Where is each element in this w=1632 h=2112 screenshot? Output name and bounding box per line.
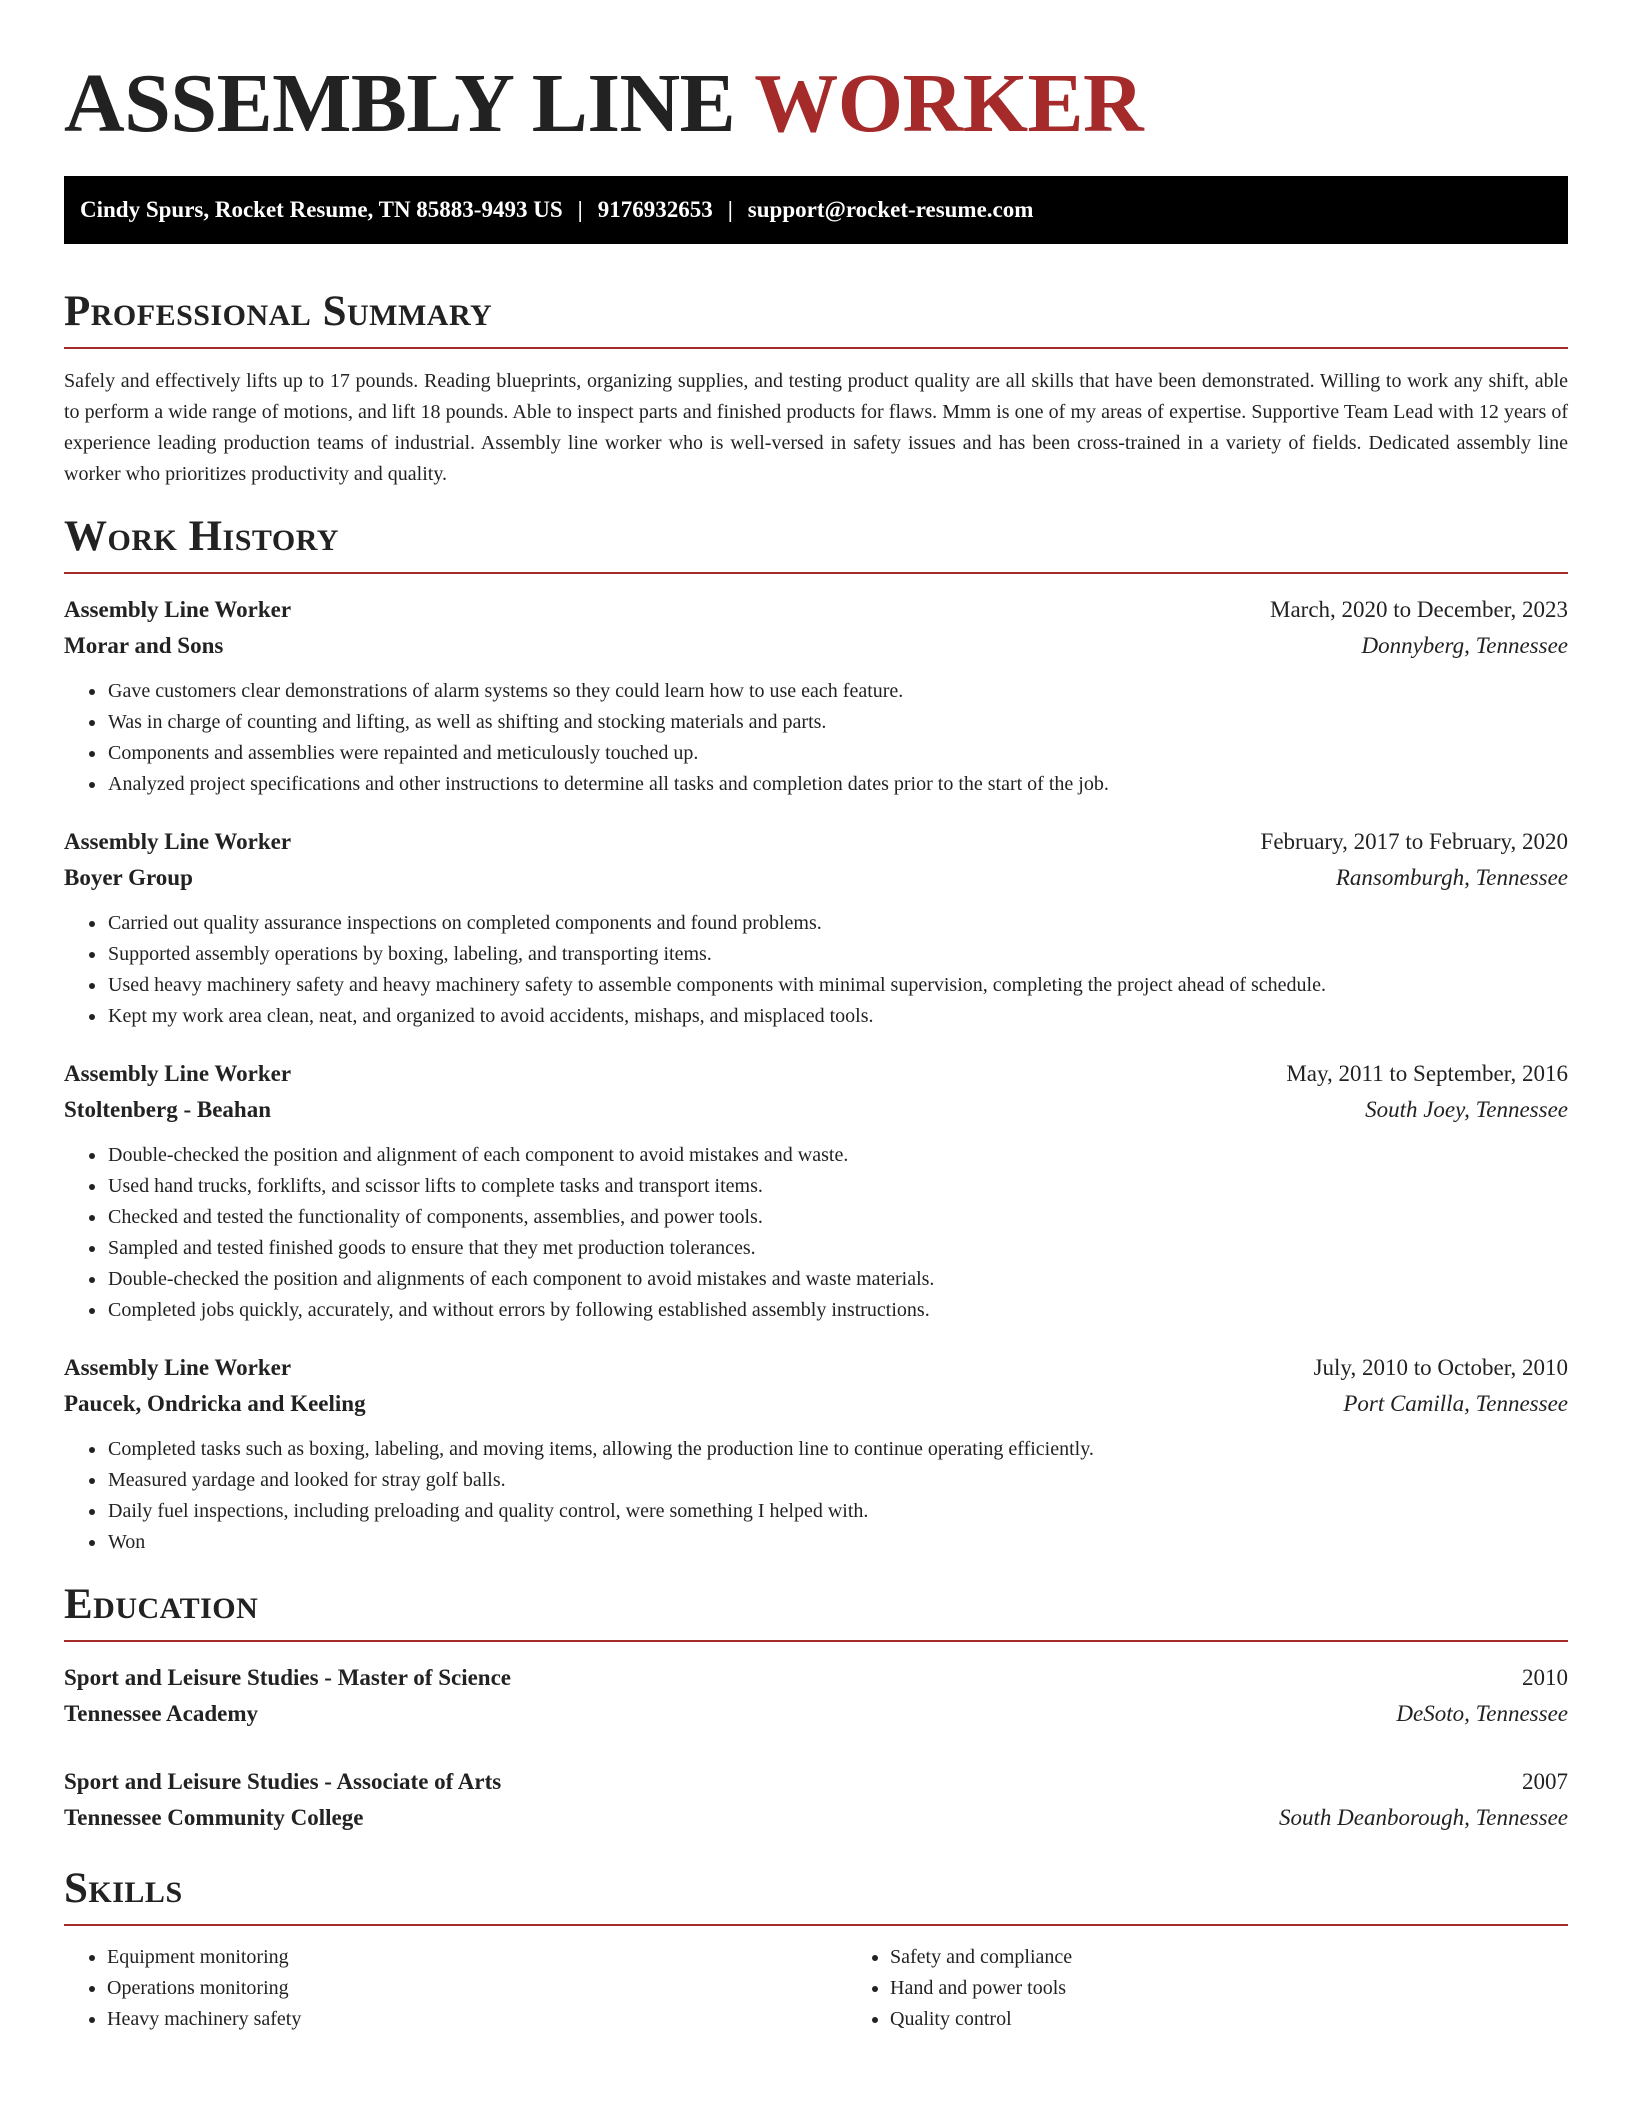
- job-row: [64, 592, 1568, 628]
- education-location: DeSoto, Tennessee: [1396, 1701, 1568, 1726]
- job-bullet: • Was in charge of counting and lifting, as well as shifting and stocking materials and parts.: [107, 707, 1568, 738]
- job-bullets: [64, 1140, 1568, 1326]
- job-bullet: • Measured yardage and looked for stray golf balls.: [107, 1465, 1568, 1496]
- job-bullet: • Analyzed project specifications and other instructions to determine all tasks and completion dates prior to the start of the job.: [107, 769, 1568, 800]
- contact-separator: |: [727, 197, 733, 222]
- job-location: Donnyberg, Tennessee: [1361, 633, 1568, 658]
- section-divider: [64, 1640, 1568, 1642]
- resume-page: [64, 0, 1568, 2035]
- job-bullet: • Components and assemblies were repainted and meticulously touched up.: [107, 738, 1568, 769]
- summary-text: Safely and effectively lifts up to 17 pounds. Reading blueprints, organizing supplies, and testing product quality are all skills that have been demonstrated. Willing to work any shift, able to perform a wide range of motions, and lift 18 pounds. Able to inspect parts and finished products for flaws. Mmm is one of my areas of expertise. Supportive Team Lead with 12 years of experience leading production teams of industrial. Assembly line worker who is well-versed in safety issues and has been cross-trained in a variety of fields. Dedicated assembly line worker who prioritizes productivity and quality.: [64, 370, 1568, 485]
- contact-email[interactable]: support@rocket-resume.com: [747, 197, 1034, 222]
- skills-columns: [64, 1942, 1568, 2035]
- job-bullet: • Used heavy machinery safety and heavy machinery safety to assemble components with minimal supervision, completing the project ahead of schedule.: [107, 970, 1568, 1001]
- education-location: South Deanborough, Tennessee: [1279, 1805, 1568, 1830]
- skills-list-left: [64, 1942, 847, 2035]
- job-entry: [64, 592, 1568, 800]
- education-school: Tennessee Academy: [64, 1701, 259, 1726]
- job-dates: May, 2011 to September, 2016: [1286, 1061, 1568, 1086]
- job-company: Boyer Group: [64, 865, 193, 890]
- job-entry: [64, 1056, 1568, 1326]
- education-degree: Sport and Leisure Studies - Master of Science: [64, 1665, 511, 1690]
- job-title: Assembly Line Worker: [64, 1061, 292, 1086]
- job-bullet: • Won: [107, 1527, 1568, 1558]
- job-title: Assembly Line Worker: [64, 597, 292, 622]
- job-bullet: • Daily fuel inspections, including preloading and quality control, were something I helped with.: [107, 1496, 1568, 1527]
- education-school: Tennessee Community College: [64, 1805, 364, 1830]
- resume-title: [64, 0, 1568, 150]
- job-bullet: • Completed tasks such as boxing, labeling, and moving items, allowing the production line to continue operating efficiently.: [107, 1434, 1568, 1465]
- work-history-heading: Work History: [64, 513, 339, 560]
- title-accent: WORKER: [754, 57, 1144, 150]
- work-history-section: [64, 512, 1568, 1558]
- job-bullets: [64, 908, 1568, 1032]
- job-bullet: • Double-checked the position and alignment of each component to avoid mistakes and waste.: [107, 1140, 1568, 1171]
- job-dates: March, 2020 to December, 2023: [1270, 597, 1568, 622]
- education-heading: Education: [64, 1581, 259, 1628]
- education-row: [64, 1660, 1568, 1696]
- education-row: [64, 1800, 1568, 1836]
- section-divider: [64, 1924, 1568, 1926]
- education-entry: [64, 1660, 1568, 1732]
- job-row: [64, 1350, 1568, 1386]
- skills-list-right: [847, 1942, 1568, 2035]
- section-divider: [64, 347, 1568, 349]
- education-row: [64, 1764, 1568, 1800]
- education-section: [64, 1580, 1568, 1836]
- education-row: [64, 1696, 1568, 1732]
- job-title: Assembly Line Worker: [64, 1355, 292, 1380]
- job-bullets: [64, 1434, 1568, 1558]
- job-bullet: • Kept my work area clean, neat, and organized to avoid accidents, mishaps, and misplaced tools.: [107, 1001, 1568, 1032]
- contact-phone[interactable]: 9176932653: [597, 197, 713, 222]
- job-bullet: • Carried out quality assurance inspections on completed components and found problems.: [107, 908, 1568, 939]
- job-location: Port Camilla, Tennessee: [1343, 1391, 1568, 1416]
- contact-address: Cindy Spurs, Rocket Resume, TN 85883-9493 US: [80, 197, 563, 222]
- job-dates: February, 2017 to February, 2020: [1260, 829, 1568, 854]
- job-location: South Joey, Tennessee: [1365, 1097, 1568, 1122]
- job-entry: [64, 1350, 1568, 1558]
- job-row: [64, 1386, 1568, 1422]
- job-row: [64, 628, 1568, 664]
- summary-heading: Professional Summary: [64, 288, 493, 335]
- job-row: [64, 824, 1568, 860]
- job-row: [64, 1092, 1568, 1128]
- job-row: [64, 860, 1568, 896]
- contact-separator: |: [577, 197, 583, 222]
- title-main: ASSEMBLY LINE: [64, 57, 755, 150]
- job-bullet: • Checked and tested the functionality of components, assemblies, and power tools.: [107, 1202, 1568, 1233]
- job-dates: July, 2010 to October, 2010: [1313, 1355, 1568, 1380]
- job-company: Morar and Sons: [64, 633, 224, 658]
- skill-item: • Quality control: [890, 2004, 1568, 2035]
- job-bullet: • Gave customers clear demonstrations of alarm systems so they could learn how to use each feature.: [107, 676, 1568, 707]
- summary-section: [64, 287, 1568, 490]
- job-bullets: [64, 676, 1568, 800]
- skills-section: [64, 1864, 1568, 2035]
- education-degree: Sport and Leisure Studies - Associate of Arts: [64, 1769, 502, 1794]
- job-bullet: • Sampled and tested finished goods to ensure that they met production tolerances.: [107, 1233, 1568, 1264]
- job-bullet: • Double-checked the position and alignments of each component to avoid mistakes and waste materials.: [107, 1264, 1568, 1295]
- job-bullet: • Used hand trucks, forklifts, and scissor lifts to complete tasks and transport items.: [107, 1171, 1568, 1202]
- job-row: [64, 1056, 1568, 1092]
- skill-item: • Heavy machinery safety: [107, 2004, 847, 2035]
- contact-bar: [64, 176, 1568, 244]
- skill-item: • Hand and power tools: [890, 1973, 1568, 2004]
- education-entry: [64, 1764, 1568, 1836]
- skills-heading: Skills: [64, 1865, 183, 1912]
- job-company: Paucek, Ondricka and Keeling: [64, 1391, 366, 1416]
- job-bullet: • Completed jobs quickly, accurately, and without errors by following established assembly instructions.: [107, 1295, 1568, 1326]
- section-divider: [64, 572, 1568, 574]
- job-location: Ransomburgh, Tennessee: [1335, 865, 1568, 890]
- job-entry: [64, 824, 1568, 1032]
- job-company: Stoltenberg - Beahan: [64, 1097, 271, 1122]
- skill-item: • Operations monitoring: [107, 1973, 847, 2004]
- skill-item: • Safety and compliance: [890, 1942, 1568, 1973]
- education-year: 2007: [1522, 1769, 1568, 1794]
- job-bullet: • Supported assembly operations by boxing, labeling, and transporting items.: [107, 939, 1568, 970]
- job-title: Assembly Line Worker: [64, 829, 292, 854]
- education-year: 2010: [1522, 1665, 1568, 1690]
- skill-item: • Equipment monitoring: [107, 1942, 847, 1973]
